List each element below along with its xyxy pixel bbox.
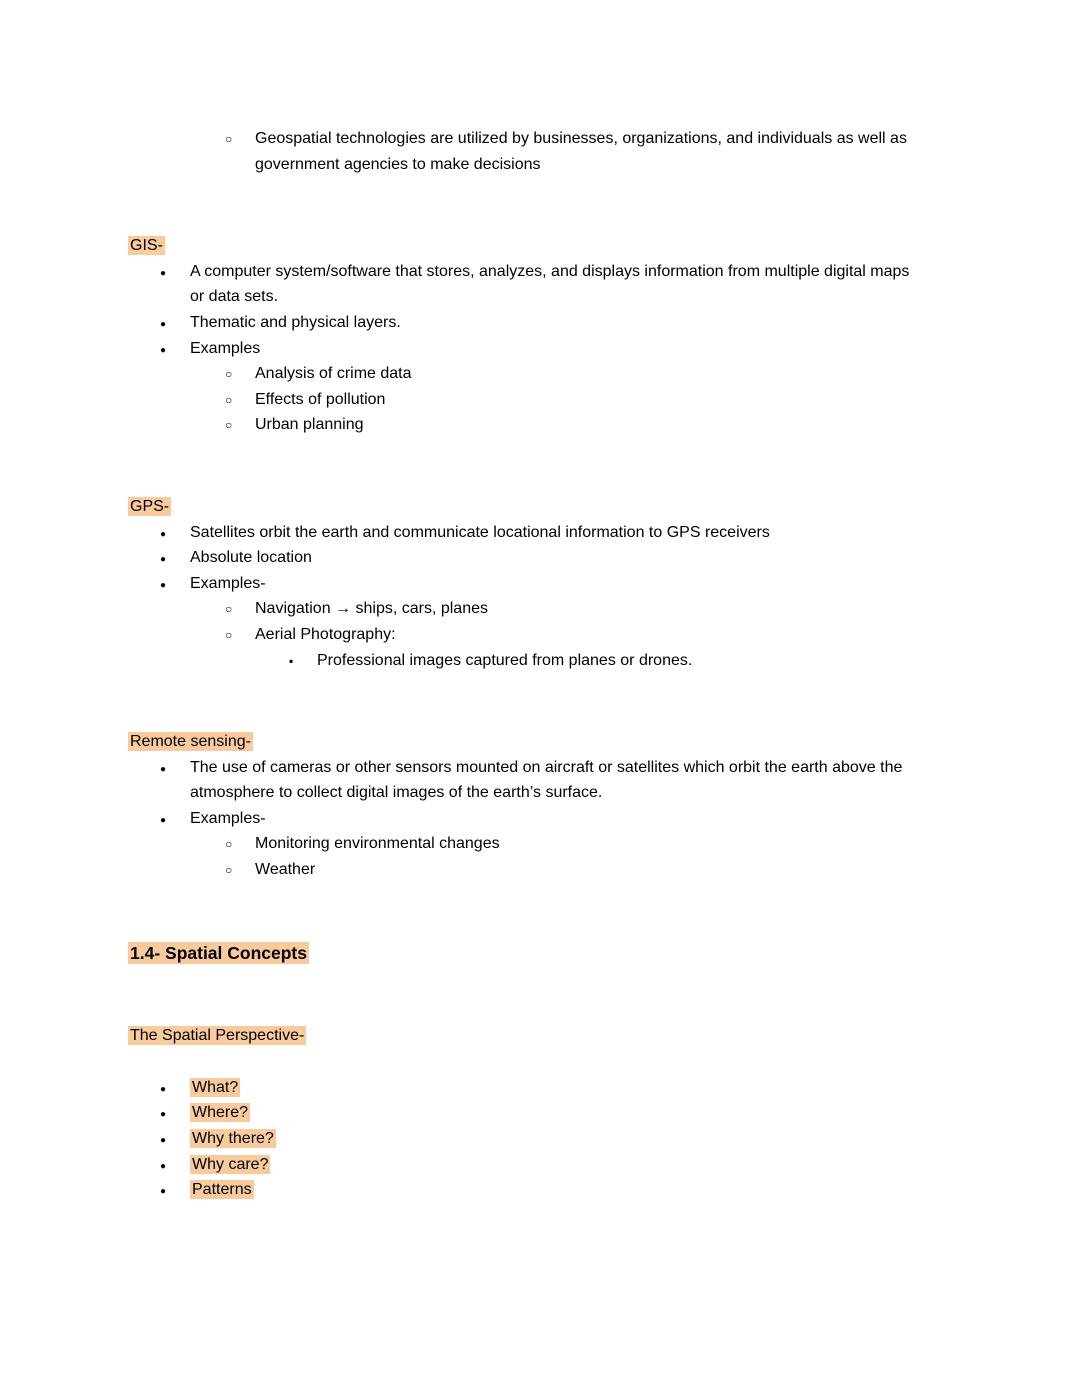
list-item-text: Professional images captured from planes or drones. bbox=[317, 651, 693, 669]
list-item bbox=[128, 831, 920, 857]
disc-bullet-icon: ● bbox=[160, 318, 167, 330]
highlighted-heading-text: 1.4- Spatial Concepts bbox=[130, 942, 307, 963]
circle-bullet-icon: ○ bbox=[225, 627, 233, 642]
list-item-text bbox=[190, 1126, 920, 1152]
circle-bullet-icon: ○ bbox=[225, 418, 233, 433]
disc-bullet-icon: ● bbox=[160, 1135, 167, 1147]
list-item bbox=[128, 310, 920, 336]
list-item bbox=[128, 361, 920, 387]
list-item-text: Examples- bbox=[190, 574, 266, 592]
list-item bbox=[128, 1152, 920, 1178]
circle-bullet-icon: ○ bbox=[225, 367, 233, 382]
disc-bullet-icon: ● bbox=[160, 344, 167, 356]
list-item bbox=[128, 545, 920, 571]
list-item-text: The use of cameras or other sensors mounted on aircraft or satellites which orbit the earth above the atmosphere to collect digital images of the earth’s surface. bbox=[190, 758, 903, 802]
list-item bbox=[128, 571, 920, 597]
list-item-text bbox=[190, 1075, 920, 1101]
highlighted-text: What? bbox=[192, 1078, 239, 1096]
disc-bullet-icon: ● bbox=[160, 267, 167, 279]
circle-bullet-icon: ○ bbox=[225, 392, 233, 407]
highlighted-heading-text: GPS- bbox=[130, 497, 170, 515]
list-item bbox=[128, 387, 920, 413]
list-item-text bbox=[190, 1152, 920, 1178]
list-item bbox=[128, 857, 920, 883]
highlighted-text: Patterns bbox=[192, 1181, 252, 1199]
highlighted-heading-text: The Spatial Perspective- bbox=[130, 1027, 305, 1045]
list-item-text: Navigation → ships, cars, planes bbox=[255, 600, 488, 618]
disc-bullet-icon: ● bbox=[160, 1160, 167, 1172]
spatial-perspective-list bbox=[128, 1075, 920, 1203]
list-item-text: Satellites orbit the earth and communicate locational information to GPS receivers bbox=[190, 523, 770, 541]
circle-bullet-icon: ○ bbox=[225, 837, 233, 852]
list-item bbox=[128, 259, 920, 310]
list-item-text: Thematic and physical layers. bbox=[190, 313, 401, 331]
highlighted-text: Why care? bbox=[192, 1155, 269, 1173]
disc-bullet-icon: ● bbox=[160, 814, 167, 826]
list-item-text: Urban planning bbox=[255, 416, 364, 434]
list-item bbox=[128, 1100, 920, 1126]
section-heading-1-4-spatial-concepts bbox=[128, 939, 920, 968]
highlighted-heading-text: Remote sensing- bbox=[130, 733, 251, 751]
list-item-text: Aerial Photography: bbox=[255, 625, 396, 643]
square-bullet-icon: ▪ bbox=[289, 653, 294, 668]
section-heading-gps bbox=[128, 494, 920, 520]
list-item-text: Geospatial technologies are utilized by businesses, organizations, and individuals as well as government agencies to make decisions bbox=[255, 130, 907, 173]
list-item bbox=[128, 755, 920, 806]
disc-bullet-icon: ● bbox=[160, 579, 167, 591]
list-item-text: Analysis of crime data bbox=[255, 365, 412, 383]
circle-bullet-icon: ○ bbox=[225, 602, 233, 617]
section-heading-spatial-perspective bbox=[128, 1023, 920, 1049]
list-item bbox=[128, 648, 920, 674]
list-item-text: Absolute location bbox=[190, 549, 312, 567]
list-item bbox=[128, 596, 920, 622]
list-item-text bbox=[190, 1100, 920, 1126]
list-item-text: Examples bbox=[190, 339, 261, 357]
list-item bbox=[128, 1075, 920, 1101]
list-item bbox=[128, 412, 920, 438]
highlighted-heading-text: GIS- bbox=[130, 237, 163, 255]
list-item-text: Monitoring environmental changes bbox=[255, 835, 500, 853]
section-heading-gis bbox=[128, 233, 920, 259]
list-item bbox=[128, 126, 920, 177]
disc-bullet-icon: ● bbox=[160, 1083, 167, 1095]
list-item bbox=[128, 806, 920, 832]
list-item bbox=[128, 520, 920, 546]
section-heading-remote-sensing bbox=[128, 729, 920, 755]
list-item bbox=[128, 1177, 920, 1203]
list-item-text: Weather bbox=[255, 861, 316, 879]
circle-bullet-icon: ○ bbox=[225, 863, 233, 878]
list-item-text: A computer system/software that stores, analyzes, and displays information from multiple digital maps or data sets. bbox=[190, 262, 910, 306]
list-item bbox=[128, 622, 920, 648]
circle-bullet-icon: ○ bbox=[225, 132, 233, 146]
disc-bullet-icon: ● bbox=[160, 763, 167, 775]
list-item-text bbox=[190, 1177, 920, 1203]
list-item-text: Effects of pollution bbox=[255, 390, 386, 408]
list-item-text: Examples- bbox=[190, 809, 266, 827]
disc-bullet-icon: ● bbox=[160, 554, 167, 566]
highlighted-text: Why there? bbox=[192, 1130, 274, 1148]
highlighted-text: Where? bbox=[192, 1104, 249, 1122]
disc-bullet-icon: ● bbox=[160, 1109, 167, 1121]
list-item bbox=[128, 1126, 920, 1152]
disc-bullet-icon: ● bbox=[160, 528, 167, 540]
disc-bullet-icon: ● bbox=[160, 1186, 167, 1198]
list-item bbox=[128, 336, 920, 362]
